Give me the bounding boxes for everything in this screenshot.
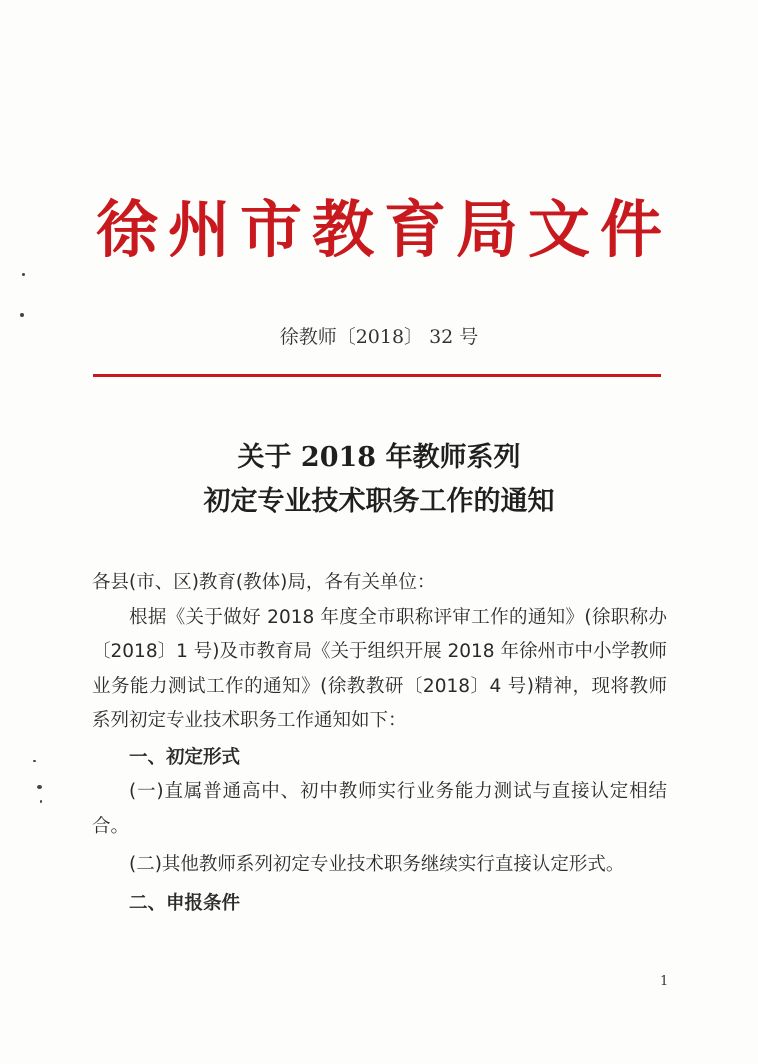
agency-header-title: 徐州市教育局文件 bbox=[96, 193, 662, 266]
scan-speck bbox=[40, 800, 42, 803]
scan-speck bbox=[37, 785, 42, 789]
salutation: 各县(市、区)教育(教体)局，各有关单位： bbox=[92, 572, 436, 593]
red-separator-line bbox=[93, 374, 661, 377]
section-1-item-2: (二)其他教师系列初定专业技术职务继续实行直接认定形式。 bbox=[129, 854, 625, 875]
notice-title-line-1: 关于 2018 年教师系列 bbox=[237, 442, 521, 473]
page-number: 1 bbox=[660, 974, 669, 989]
intro-paragraph: 根据《关于做好 2018 年度全市职称评审工作的通知》(徐职称办〔2018〕1 号)及市教育局《关于组织开展 2018 年徐州市中小学教师业务能力测试工作的通知》(徐教教研〔2018〕4 号)精神，现将教师系列初定专业技术职务工作通知如下： bbox=[92, 606, 667, 731]
notice-title-line-2: 初定专业技术职务工作的通知 bbox=[203, 486, 555, 517]
document-number: 徐教师〔2018〕 32 号 bbox=[279, 326, 479, 348]
section-1-item-1: (一)直属普通高中、初中教师实行业务能力测试与直接认定相结合。 bbox=[92, 781, 667, 837]
scan-speck bbox=[20, 313, 24, 317]
scan-speck bbox=[22, 273, 25, 276]
notice-body bbox=[92, 566, 667, 921]
scan-speck bbox=[33, 760, 36, 762]
section-1-heading: 一、初定形式 bbox=[129, 746, 241, 768]
notice-title bbox=[0, 436, 758, 524]
section-2-heading: 二、申报条件 bbox=[129, 892, 241, 914]
